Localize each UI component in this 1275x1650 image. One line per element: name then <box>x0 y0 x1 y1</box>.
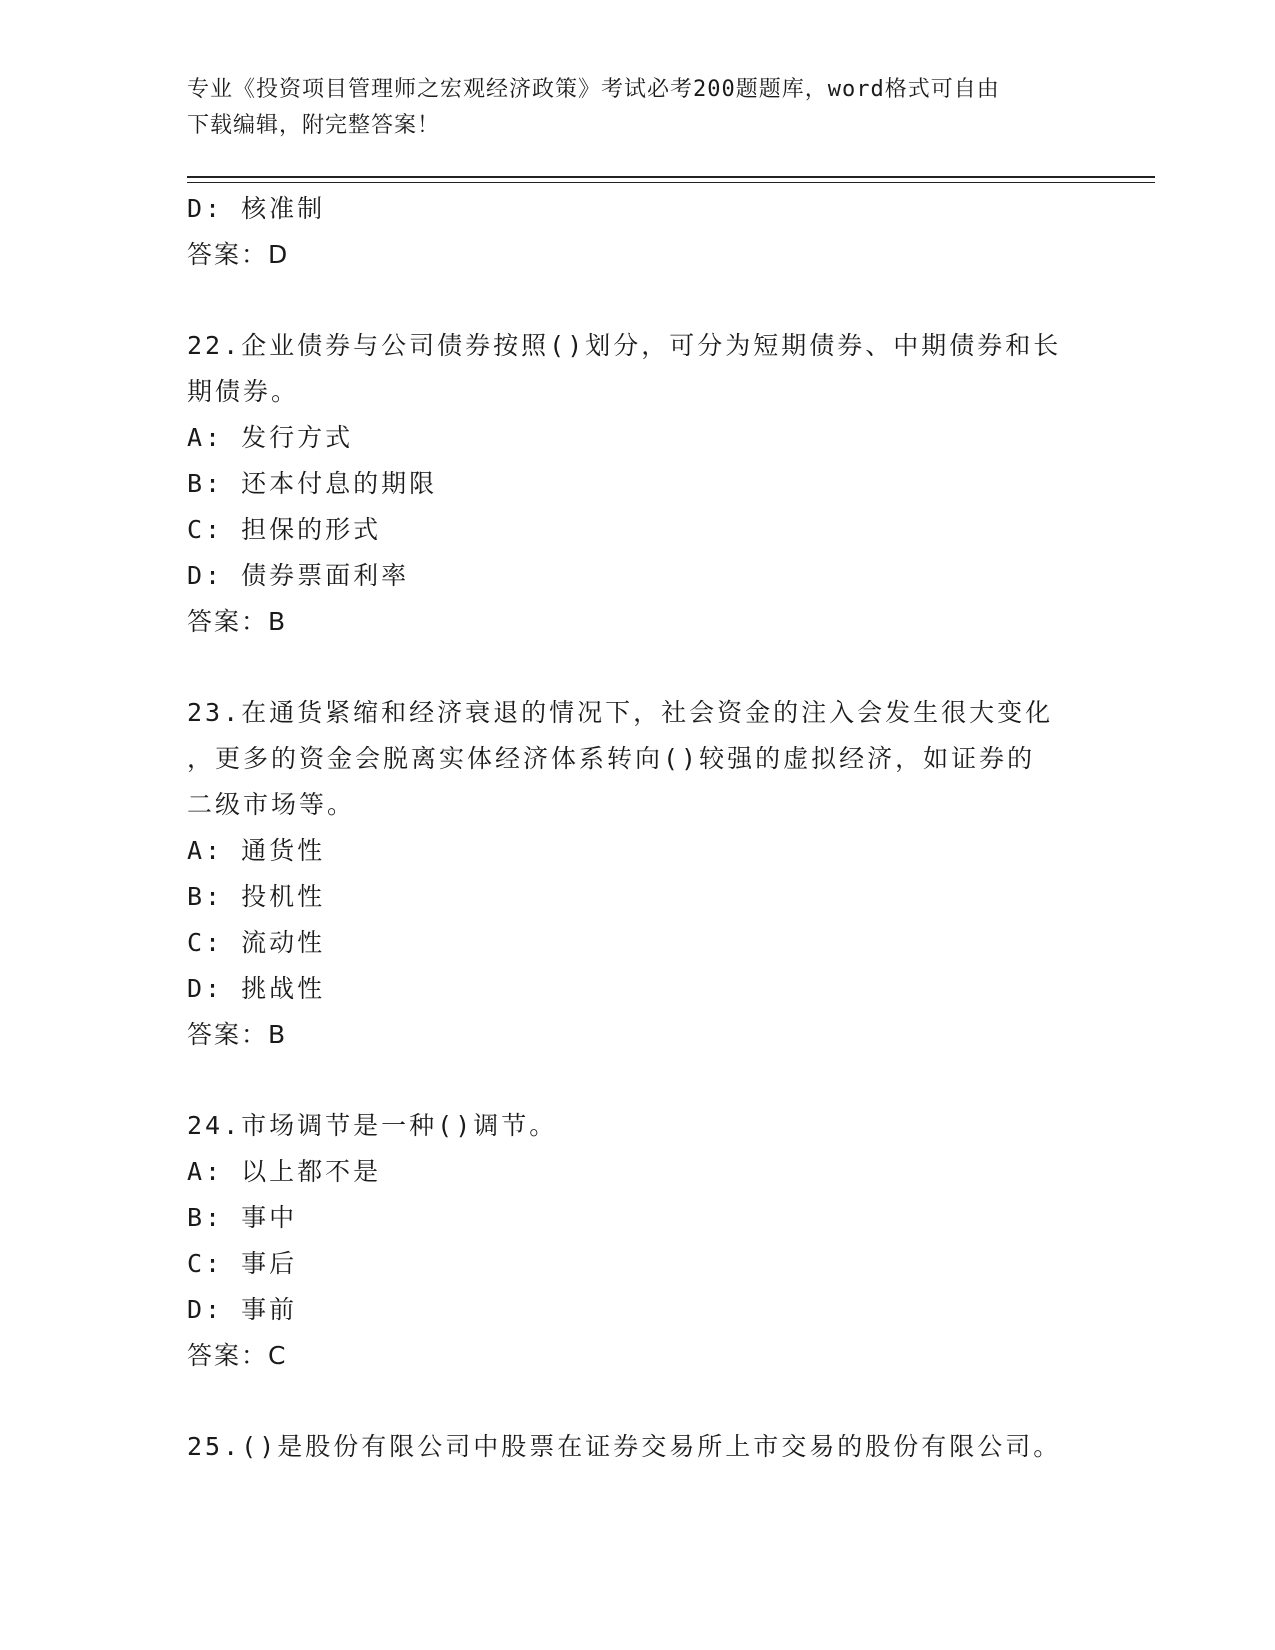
option-a: A: 以上都不是 <box>187 1157 382 1186</box>
header-divider-thick <box>187 176 1155 178</box>
option-d: D: 核准制 <box>187 194 326 223</box>
header-line-2: 下载编辑，附完整答案！ <box>187 113 441 138</box>
question-text-line: 23.在通货紧缩和经济衰退的情况下，社会资金的注入会发生很大变化 <box>187 698 1054 727</box>
question-text-line: 25.()是股份有限公司中股票在证券交易所上市交易的股份有限公司。 <box>187 1432 1062 1461</box>
option-d: D: 事前 <box>187 1295 298 1324</box>
question-text-line: ，更多的资金会脱离实体经济体系转向()较强的虚拟经济，如证券的 <box>187 744 1036 773</box>
option-c: C: 事后 <box>187 1249 298 1278</box>
question-text-line: 二级市场等。 <box>187 790 356 819</box>
option-b: B: 投机性 <box>187 882 326 911</box>
option-b: B: 还本付息的期限 <box>187 469 438 498</box>
option-d: D: 挑战性 <box>187 974 326 1003</box>
option-d: D: 债券票面利率 <box>187 561 410 590</box>
question-24 <box>187 1103 1087 1379</box>
option-a: A: 通货性 <box>187 836 326 865</box>
question-text-line: 24.市场调节是一种()调节。 <box>187 1111 558 1140</box>
answer-line: 答案：C <box>187 1341 288 1370</box>
header-divider-thin <box>187 182 1155 183</box>
question-25 <box>187 1424 1087 1470</box>
option-b: B: 事中 <box>187 1203 298 1232</box>
option-c: C: 流动性 <box>187 928 326 957</box>
question-23 <box>187 690 1087 1058</box>
question-text-line: 期债券。 <box>187 377 300 406</box>
header-line-1: 专业《投资项目管理师之宏观经济政策》考试必考200题题库，word格式可自由 <box>187 77 1000 102</box>
option-c: C: 担保的形式 <box>187 515 382 544</box>
question-list <box>187 186 1087 1470</box>
question-22 <box>187 323 1087 645</box>
answer-line: 答案：B <box>187 607 288 636</box>
question-text-line: 22.企业债券与公司债券按照()划分，可分为短期债券、中期债券和长 <box>187 331 1062 360</box>
prev-question-tail <box>187 186 1087 278</box>
option-a: A: 发行方式 <box>187 423 354 452</box>
answer-line: 答案：D <box>187 240 290 269</box>
document-header <box>187 72 1067 144</box>
answer-line: 答案：B <box>187 1020 288 1049</box>
